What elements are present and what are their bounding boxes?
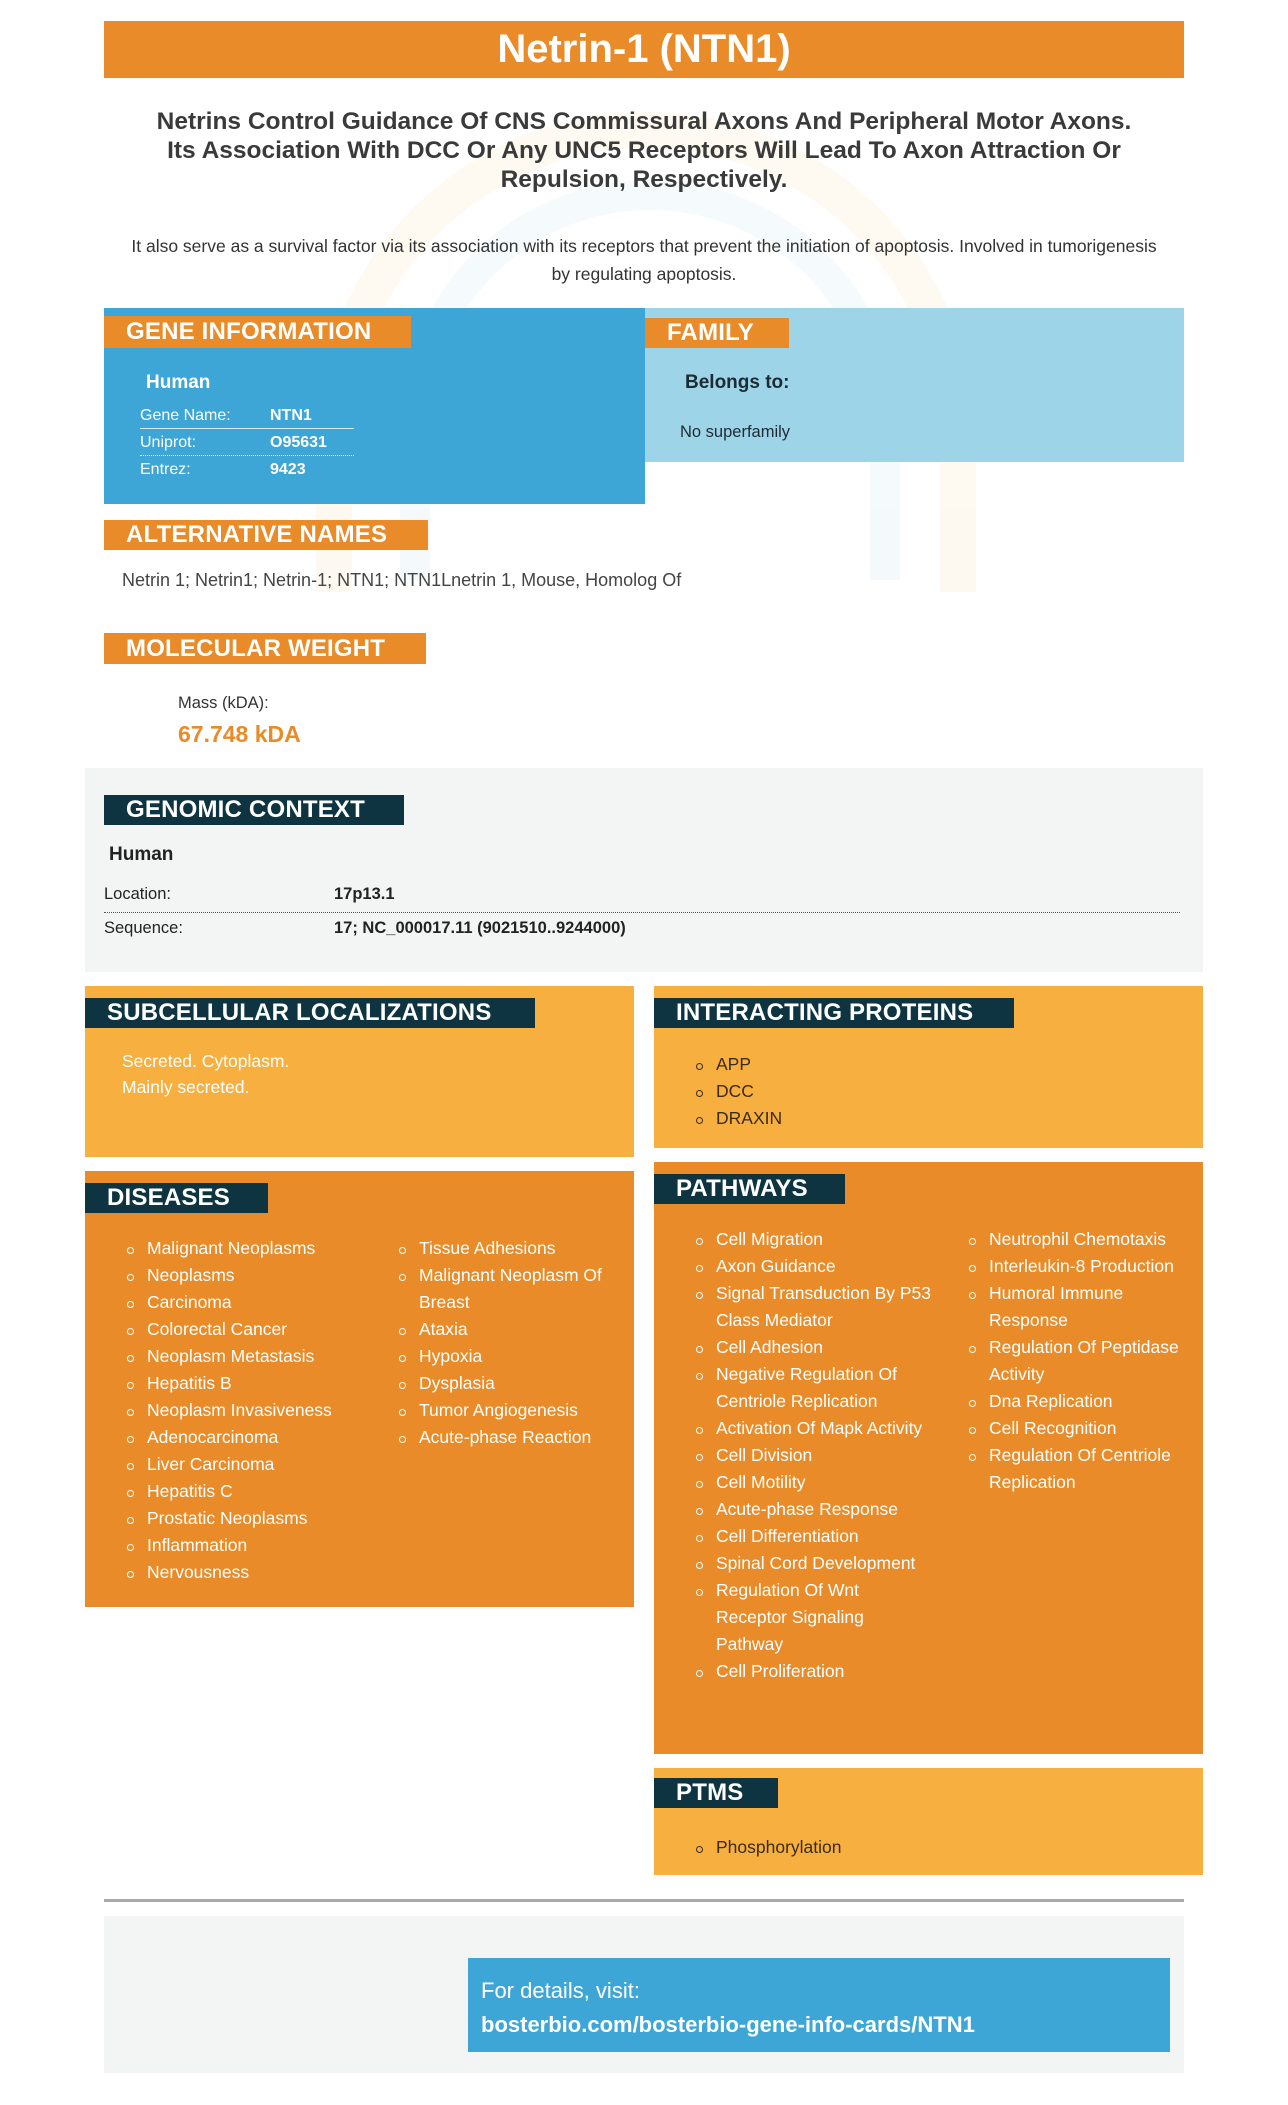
- pathways-panel: [654, 1162, 1203, 1754]
- list-item: Liver Carcinoma: [123, 1451, 383, 1478]
- list-item: Hypoxia: [395, 1343, 620, 1370]
- list-item: Interleukin-8 Production: [965, 1253, 1190, 1280]
- uniprot-row: [140, 429, 354, 456]
- list-item: Colorectal Cancer: [123, 1316, 383, 1343]
- gene-name-value: NTN1: [270, 407, 312, 424]
- list-item: Prostatic Neoplasms: [123, 1505, 383, 1532]
- ptms-list: [692, 1834, 842, 1861]
- gene-intro-text: It also serve as a survival factor via its association with its receptors that prevent the initiation of apoptosis. Involved in tumorigenesis by regulating apoptosis.: [131, 236, 1157, 284]
- list-item: Neoplasm Metastasis: [123, 1343, 383, 1370]
- footer-divider: [104, 1899, 1184, 1902]
- list-item: Inflammation: [123, 1532, 383, 1559]
- list-item: Malignant Neoplasms: [123, 1235, 383, 1262]
- list-item: Carcinoma: [123, 1289, 383, 1316]
- subcellular-header: SUBCELLULAR LOCALIZATIONS: [85, 998, 535, 1028]
- gene-headline: Netrins Control Guidance Of CNS Commissural Axons And Peripheral Motor Axons. Its Association With DCC Or Any UNC5 Receptors Will Lead To Axon Attraction Or Repulsion, Respectively.: [156, 108, 1132, 193]
- sequence-value: 17; NC_000017.11 (9021510..9244000): [334, 919, 626, 937]
- list-item: Activation Of Mapk Activity: [692, 1415, 932, 1442]
- diseases-header: DISEASES: [85, 1183, 268, 1213]
- mass-label: Mass (kDA):: [178, 694, 269, 712]
- list-item: Cell Migration: [692, 1226, 932, 1253]
- list-item: Cell Division: [692, 1442, 932, 1469]
- list-item: Regulation Of Peptidase Activity: [965, 1334, 1190, 1388]
- list-item: DCC: [692, 1078, 782, 1105]
- page-title: Netrin-1 (NTN1): [104, 21, 1184, 78]
- alternative-names-text: Netrin 1; Netrin1; Netrin-1; NTN1; NTN1Lnetrin 1, Mouse, Homolog Of: [122, 570, 682, 590]
- pathways-header: PATHWAYS: [654, 1174, 845, 1204]
- list-item: APP: [692, 1051, 782, 1078]
- list-item: Spinal Cord Development: [692, 1550, 932, 1577]
- interacting-proteins-header: INTERACTING PROTEINS: [654, 998, 1014, 1028]
- list-item: Dysplasia: [395, 1370, 620, 1397]
- list-item: DRAXIN: [692, 1105, 782, 1132]
- list-item: Nervousness: [123, 1559, 383, 1586]
- genomic-species: Human: [109, 844, 174, 865]
- details-link[interactable]: bosterbio.com/bosterbio-gene-info-cards/NTN1: [481, 2012, 975, 2037]
- list-item: Phosphorylation: [692, 1834, 842, 1861]
- list-item: Humoral Immune Response: [965, 1280, 1190, 1334]
- details-label: For details, visit:: [481, 1978, 640, 2003]
- mass-value: 67.748 kDA: [178, 721, 301, 747]
- list-item: Acute-phase Response: [692, 1496, 932, 1523]
- diseases-list-col2: [395, 1235, 620, 1451]
- list-item: Hepatitis B: [123, 1370, 383, 1397]
- list-item: Dna Replication: [965, 1388, 1190, 1415]
- list-item: Regulation Of Wnt Receptor Signaling Pathway: [692, 1577, 932, 1658]
- family-belongs-label: Belongs to:: [685, 372, 790, 393]
- list-item: Malignant Neoplasm Of Breast: [395, 1262, 620, 1316]
- location-value: 17p13.1: [334, 885, 395, 903]
- list-item: Negative Regulation Of Centriole Replication: [692, 1361, 932, 1415]
- subcellular-line-2: Mainly secreted.: [122, 1077, 250, 1097]
- list-item: Cell Recognition: [965, 1415, 1190, 1442]
- diseases-list-col1: [123, 1235, 383, 1586]
- list-item: Cell Proliferation: [692, 1658, 932, 1685]
- ptms-header: PTMS: [654, 1778, 778, 1808]
- molecular-weight-header: MOLECULAR WEIGHT: [104, 633, 426, 664]
- uniprot-label: Uniprot:: [140, 434, 197, 451]
- list-item: Signal Transduction By P53 Class Mediator: [692, 1280, 932, 1334]
- list-item: Neutrophil Chemotaxis: [965, 1226, 1190, 1253]
- genomic-context-header: GENOMIC CONTEXT: [104, 795, 404, 825]
- genomic-divider: [104, 912, 1180, 913]
- gene-name-label: Gene Name:: [140, 407, 231, 424]
- gene-species: Human: [146, 372, 211, 393]
- ptms-panel: [654, 1768, 1203, 1875]
- genomic-context-panel: [85, 768, 1203, 972]
- sequence-label: Sequence:: [104, 919, 183, 937]
- family-header: FAMILY: [645, 318, 789, 348]
- pathways-list-col2: [965, 1226, 1190, 1496]
- list-item: Hepatitis C: [123, 1478, 383, 1505]
- uniprot-value: O95631: [270, 434, 327, 451]
- list-item: Tumor Angiogenesis: [395, 1397, 620, 1424]
- interacting-proteins-list: [692, 1051, 782, 1132]
- location-label: Location:: [104, 885, 171, 903]
- list-item: Cell Motility: [692, 1469, 932, 1496]
- family-value: No superfamily: [680, 423, 791, 441]
- list-item: Neoplasm Invasiveness: [123, 1397, 383, 1424]
- entrez-row: [140, 456, 354, 483]
- diseases-panel: [85, 1171, 634, 1607]
- pathways-list-col1: [692, 1226, 932, 1685]
- list-item: Cell Adhesion: [692, 1334, 932, 1361]
- list-item: Acute-phase Reaction: [395, 1424, 620, 1451]
- alternative-names-header: ALTERNATIVE NAMES: [104, 520, 428, 550]
- gene-information-panel: [104, 308, 645, 504]
- entrez-value: 9423: [270, 461, 306, 478]
- interacting-proteins-panel: [654, 986, 1203, 1148]
- gene-information-header: GENE INFORMATION: [104, 316, 411, 348]
- list-item: Adenocarcinoma: [123, 1424, 383, 1451]
- family-panel: [645, 308, 1184, 462]
- list-item: Regulation Of Centriole Replication: [965, 1442, 1190, 1496]
- entrez-label: Entrez:: [140, 461, 191, 478]
- list-item: Axon Guidance: [692, 1253, 932, 1280]
- list-item: Tissue Adhesions: [395, 1235, 620, 1262]
- details-link-box[interactable]: [468, 1958, 1170, 2052]
- list-item: Cell Differentiation: [692, 1523, 932, 1550]
- subcellular-line-1: Secreted. Cytoplasm.: [122, 1051, 290, 1071]
- gene-name-row: [140, 402, 354, 429]
- list-item: Ataxia: [395, 1316, 620, 1343]
- list-item: Neoplasms: [123, 1262, 383, 1289]
- subcellular-localizations-panel: [85, 986, 634, 1157]
